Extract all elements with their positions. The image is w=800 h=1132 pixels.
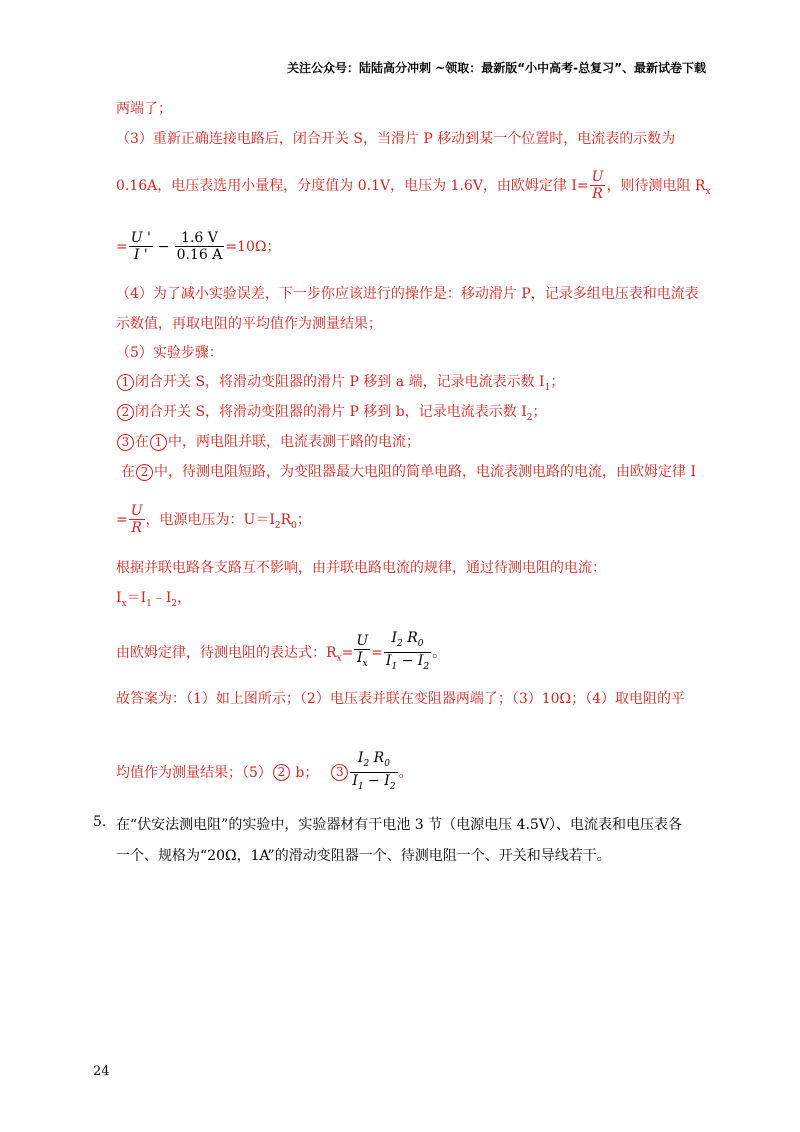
answer-line	[116, 169, 711, 203]
text: ；	[296, 512, 311, 528]
text: 在	[135, 434, 149, 450]
circled-number-3: 3	[117, 434, 134, 451]
den-text: − I	[397, 652, 424, 669]
circled-number-2: 2	[136, 464, 153, 481]
circled-number-1: 1	[117, 374, 134, 391]
text: =	[371, 644, 383, 661]
answer-line	[116, 587, 191, 609]
numerator: U '	[130, 230, 151, 246]
text: 。	[432, 644, 447, 661]
subscript: 2	[397, 638, 403, 649]
num-text: R	[402, 630, 418, 646]
step-1	[116, 371, 564, 393]
text: 在	[121, 464, 135, 480]
fraction-i2r0-over-i1-minus-i2	[384, 630, 431, 676]
denominator: 0.16 A	[176, 247, 223, 263]
question-text: 在“伏安法测电阻”的实验中，实验器材有干电池 3 节（电源电压 4.5V）、电流表和电压表各	[116, 817, 682, 833]
answer-line	[116, 630, 446, 676]
denominator	[384, 652, 431, 676]
answer-line: 示数值，再取电阻的平均值作为测量结果；	[116, 316, 382, 332]
text: ，则待测电阻 R	[606, 178, 706, 194]
subscript: 2	[389, 781, 396, 792]
numerator: U	[356, 632, 369, 649]
den-text: I	[356, 649, 363, 666]
text: R	[280, 512, 292, 528]
fraction-u-prime-over-i-prime	[129, 230, 153, 264]
answer-line: （5）实验步骤：	[116, 345, 223, 361]
subscript: 1	[357, 781, 364, 792]
subscript: x	[336, 653, 342, 664]
text: ，电源电压为：U＝I	[145, 512, 275, 528]
circled-number-3: 3	[331, 764, 348, 781]
numerator: 1.6 V	[181, 230, 218, 246]
numerator: U	[130, 503, 143, 519]
text: =	[341, 644, 354, 661]
step-3	[116, 431, 420, 451]
subscript: 2	[363, 758, 370, 769]
page-number: 24	[93, 1064, 110, 1079]
text: 中，两电阻并联，电流表测干路的电流；	[168, 434, 420, 450]
subscript: 2	[171, 598, 178, 609]
page-header: 关注公众号：陆陆高分冲刺 ~领取：最新版“小中高考-总复习”、最新试卷下载	[287, 61, 706, 75]
answer-summary: 故答案为：（1）如上图所示；（2）电压表并联在变阻器两端了；（3）10Ω；（4）取电阻的平	[116, 691, 686, 707]
numerator: U	[591, 169, 604, 185]
fraction-1-6v-over-0-16a	[175, 230, 225, 264]
answer-line: （3）重新正确连接电路后，闭合开关 S，当滑片 P 移动到某一个位置时，电流表的示数为	[116, 131, 676, 147]
fraction-u-over-r	[129, 503, 145, 537]
minus-sign: −	[157, 239, 170, 255]
text: ；	[532, 404, 547, 420]
subscript: 2	[526, 412, 533, 423]
num-text: I	[357, 750, 364, 766]
subscript: x	[121, 598, 127, 609]
text: 闭合开关 S，将滑动变阻器的滑片 P 移到 a 端，记录电流表示数 I	[135, 374, 545, 390]
answer-line: 根据并联电路各支路互不影响，由并联电路电流的规律，通过待测电阻的电流：	[116, 560, 606, 576]
subscript: 1	[544, 382, 551, 393]
text: ﹣I	[151, 590, 172, 606]
denominator	[354, 649, 370, 673]
den-text: I	[352, 772, 358, 789]
text: 中，待测电阻短路，为变阻器最大电阻的简单电路，电流表测电路的电流，由欧姆定律 I	[154, 464, 696, 480]
step-2	[116, 401, 547, 423]
circled-number-1: 1	[150, 434, 167, 451]
subscript: 2	[423, 661, 430, 672]
text: 闭合开关 S，将滑动变阻器的滑片 P 移到 b，记录电流表示数 I	[135, 404, 527, 420]
answer-line: 两端了；	[116, 101, 172, 117]
question-text: 一个、规格为“20Ω，1A”的滑动变阻器一个、待测电阻一个、开关和导线若干。	[116, 848, 611, 864]
den-text: − I	[363, 772, 390, 789]
circled-number-2: 2	[273, 764, 290, 781]
text: =	[116, 239, 128, 255]
text: =	[116, 512, 128, 528]
den-text: I	[385, 652, 392, 669]
answer-summary	[116, 750, 413, 796]
denominator: R	[129, 519, 145, 537]
subscript: 0	[384, 758, 390, 769]
text: I	[116, 590, 122, 606]
text: b；	[290, 764, 319, 781]
numerator	[350, 750, 397, 772]
denominator: I '	[129, 246, 153, 264]
fraction-u-over-ix	[354, 633, 370, 673]
text: ，	[177, 590, 192, 606]
denominator	[350, 772, 397, 796]
denominator: R	[590, 185, 606, 203]
numerator	[384, 630, 431, 652]
answer-line	[116, 503, 311, 537]
subscript: 2	[274, 520, 281, 531]
num-text: R	[369, 750, 385, 766]
fraction-i2r0-over-i1-minus-i2	[350, 750, 397, 796]
text: ＝I	[126, 590, 147, 606]
subscript: x	[362, 658, 368, 669]
subscript: 0	[417, 638, 424, 649]
question-number: 5.	[93, 814, 107, 830]
text: 0.16A，电压表选用小量程，分度值为 0.1V，电压为 1.6V，由欧姆定律 I=	[116, 178, 589, 194]
fraction-u-over-r	[590, 169, 606, 203]
subscript: 0	[291, 520, 297, 531]
answer-line: （4）为了减小实验误差，下一步你应该进行的操作是：移动滑片 P，记录多组电压表和电流表	[116, 286, 699, 302]
circled-number-2: 2	[117, 404, 134, 421]
formula-line	[116, 230, 280, 264]
subscript: 1	[146, 598, 152, 609]
text: 。	[398, 764, 413, 781]
subscript: x	[705, 186, 711, 197]
text: =10Ω；	[225, 239, 281, 255]
text: 由欧姆定律，待测电阻的表达式：R	[116, 644, 337, 661]
answer-line	[121, 461, 696, 481]
subscript: 1	[391, 661, 398, 672]
text: 均值作为测量结果；（5）	[116, 764, 272, 781]
text: ；	[550, 374, 565, 390]
num-text: I	[391, 630, 398, 646]
